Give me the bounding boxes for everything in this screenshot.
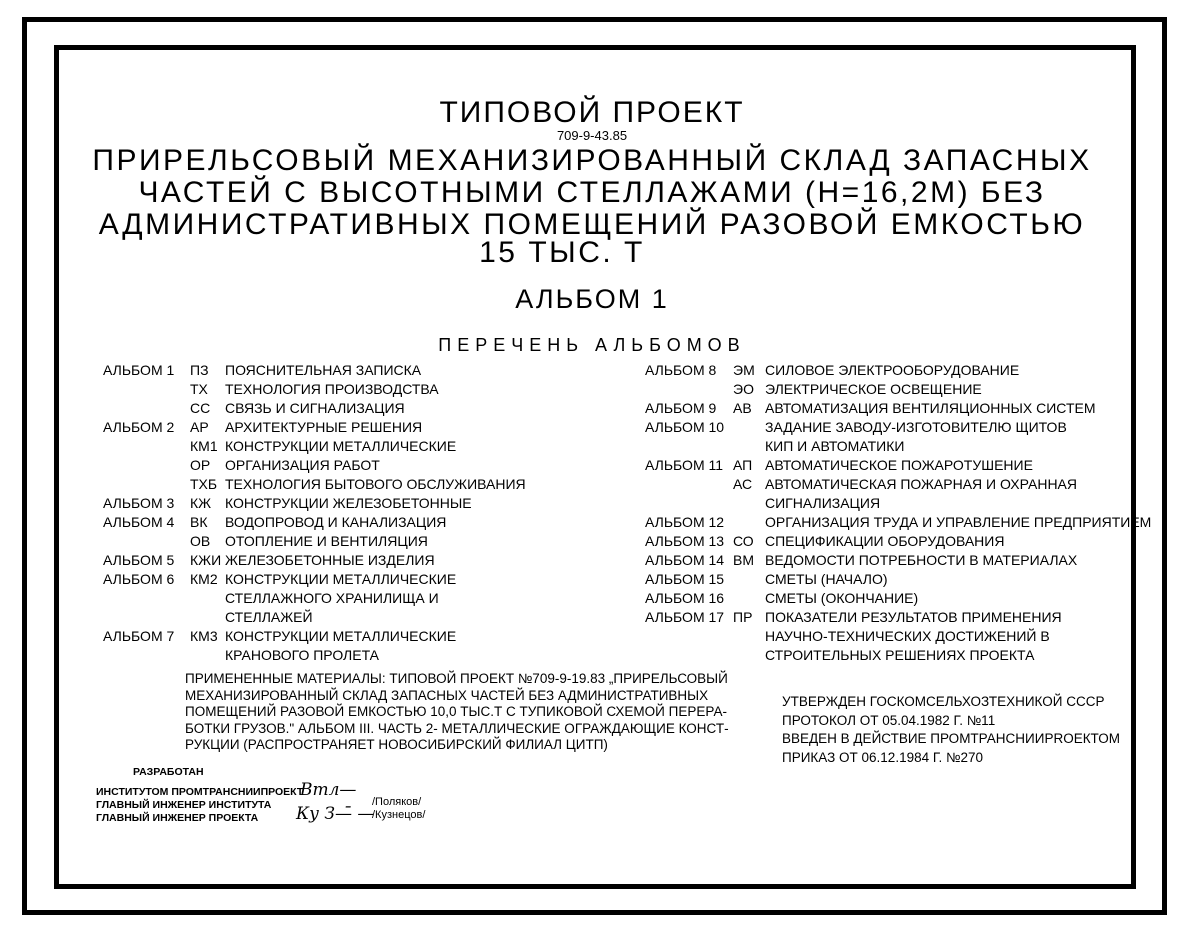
item-text: ТЕХНОЛОГИЯ ПРОИЗВОДСТВА: [225, 381, 439, 397]
item-text: ЗАДАНИЕ ЗАВОДУ-ИЗГОТОВИТЕЛЮ ЩИТОВ: [765, 419, 1067, 435]
signature-kuznetsov: Ку З—̄ —: [296, 804, 375, 824]
applied-materials: [185, 671, 729, 754]
item-code: АР: [190, 419, 209, 435]
item-code: ОР: [190, 457, 211, 473]
developer-line: ГЛАВНЫЙ ИНЖЕНЕР ПРОЕКТА: [96, 812, 259, 824]
item-text: ЖЕЛЕЗОБЕТОННЫЕ ИЗДЕЛИЯ: [225, 552, 435, 568]
type-title: ТИПОВОЙ ПРОЕКТ: [439, 96, 745, 129]
item-code: ПЗ: [190, 362, 209, 378]
item-album: АЛЬБОМ 15: [645, 571, 725, 587]
item-text: ПОЯСНИТЕЛЬНАЯ ЗАПИСКА: [225, 362, 422, 378]
materials-line: ПОМЕЩЕНИЙ РАЗОВОЙ ЕМКОСТЬЮ 10,0 ТЫС.Т С ТУПИКОВОЙ СХЕМОЙ ПЕРЕРА-: [185, 704, 727, 719]
item-text: КОНСТРУКЦИИ МЕТАЛЛИЧЕСКИЕ: [225, 571, 457, 587]
item-code: ТХ: [190, 381, 208, 397]
item-album: АЛЬБОМ 6: [103, 571, 175, 587]
item-text: СИГНАЛИЗАЦИЯ: [765, 495, 881, 511]
item-album: АЛЬБОМ 3: [103, 495, 175, 511]
item-code: АС: [733, 476, 753, 492]
title-line: АДМИНИСТРАТИВНЫХ ПОМЕЩЕНИЙ РАЗОВОЙ ЕМКОСТЬЮ: [98, 208, 1086, 241]
item-text: СТЕЛЛАЖЕЙ: [225, 609, 313, 625]
item-code: КМ3: [190, 628, 218, 644]
item-album: АЛЬБОМ 7: [103, 628, 175, 644]
item-album: АЛЬБОМ 17: [645, 609, 725, 625]
developer-line: ГЛАВНЫЙ ИНЖЕНЕР ИНСТИТУТА: [96, 799, 272, 811]
materials-line: ПРИМЕНЕННЫЕ МАТЕРИАЛЫ: ТИПОВОЙ ПРОЕКТ №709-9-19.83 „ПРИРЕЛЬСОВЫЙ: [185, 671, 728, 686]
project-number: 709-9-43.85: [556, 128, 628, 143]
item-code: СС: [190, 400, 211, 416]
item-album: АЛЬБОМ 10: [645, 419, 725, 435]
item-album: АЛЬБОМ 14: [645, 552, 725, 568]
item-text: ЭЛЕКТРИЧЕСКОЕ ОСВЕЩЕНИЕ: [765, 381, 982, 397]
item-text: КОНСТРУКЦИИ ЖЕЛЕЗОБЕТОННЫЕ: [225, 495, 472, 511]
item-text: ОРГАНИЗАЦИЯ РАБОТ: [225, 457, 380, 473]
item-album: АЛЬБОМ 1: [103, 362, 175, 378]
item-text: КИП И АВТОМАТИКИ: [765, 438, 905, 454]
materials-line: РУКЦИИ (РАСПРОСТРАНЯЕТ НОВОСИБИРСКИЙ ФИЛИАЛ ЦИТП): [185, 737, 608, 752]
item-code: СО: [733, 533, 754, 549]
item-text: ПОКАЗАТЕЛИ РЕЗУЛЬТАТОВ ПРИМЕНЕНИЯ: [765, 609, 1062, 625]
item-album: АЛЬБОМ 11: [645, 457, 724, 473]
approval-line: ПРОТОКОЛ ОТ 05.04.1982 Г. №11: [782, 712, 996, 728]
item-text: СМЕТЫ (ОКОНЧАНИЕ): [765, 590, 919, 606]
item-code: КЖИ: [190, 552, 222, 568]
item-text: СИЛОВОЕ ЭЛЕКТРООБОРУДОВАНИЕ: [765, 362, 1020, 378]
item-album: АЛЬБОМ 16: [645, 590, 725, 606]
name-kuznetsov: /Кузнецов/: [372, 809, 426, 821]
item-text: СПЕЦИФИКАЦИИ ОБОРУДОВАНИЯ: [765, 533, 1005, 549]
item-album: АЛЬБОМ 13: [645, 533, 725, 549]
item-code: КЖ: [190, 495, 212, 511]
item-album: АЛЬБОМ 9: [645, 400, 717, 416]
item-text: АВТОМАТИЗАЦИЯ ВЕНТИЛЯЦИОННЫХ СИСТЕМ: [765, 400, 1096, 416]
item-text: АВТОМАТИЧЕСКОЕ ПОЖАРОТУШЕНИЕ: [765, 457, 1033, 473]
signature-polyakov: Втл—: [300, 780, 357, 800]
materials-line: БОТКИ ГРУЗОВ." АЛЬБОМ III. ЧАСТЬ 2- МЕТАЛЛИЧЕСКИЕ ОГРАЖДАЮЩИЕ КОНСТ-: [185, 720, 729, 736]
item-code: КМ1: [190, 438, 218, 454]
item-album: АЛЬБОМ 2: [103, 419, 175, 435]
item-text: ОРГАНИЗАЦИЯ ТРУДА И УПРАВЛЕНИЕ ПРЕДПРИЯТИЕМ: [765, 514, 1152, 530]
item-code: ВМ: [733, 552, 754, 568]
item-text: АВТОМАТИЧЕСКАЯ ПОЖАРНАЯ И ОХРАННАЯ: [765, 476, 1077, 492]
approval-block: [782, 693, 1120, 767]
approval-line: УТВЕРЖДЕН ГОСКОМСЕЛЬХОЗТЕХНИКОЙ СССР: [782, 694, 1105, 709]
item-text: АРХИТЕКТУРНЫЕ РЕШЕНИЯ: [225, 419, 423, 435]
item-album: АЛЬБОМ 5: [103, 552, 175, 568]
item-text: ВЕДОМОСТИ ПОТРЕБНОСТИ В МАТЕРИАЛАХ: [765, 552, 1078, 568]
item-album: АЛЬБОМ 8: [645, 362, 717, 378]
developer-line: ИНСТИТУТОМ ПРОМТРАНСНИИПРОЕКТ: [96, 786, 304, 798]
name-polyakov: /Поляков/: [372, 796, 422, 808]
item-code: ОВ: [190, 533, 211, 549]
item-text: ВОДОПРОВОД И КАНАЛИЗАЦИЯ: [225, 514, 447, 530]
item-text: КРАНОВОГО ПРОЛЕТА: [225, 647, 380, 663]
album-title: АЛЬБОМ 1: [515, 284, 669, 314]
title-line: ПРИРЕЛЬСОВЫЙ МЕХАНИЗИРОВАННЫЙ СКЛАД ЗАПАСНЫХ: [92, 144, 1092, 177]
item-text: ТЕХНОЛОГИЯ БЫТОВОГО ОБСЛУЖИВАНИЯ: [225, 476, 526, 492]
approval-line: ПРИКАЗ ОТ 06.12.1984 Г. №270: [782, 749, 984, 765]
materials-line: МЕХАНИЗИРОВАННЫЙ СКЛАД ЗАПАСНЫХ ЧАСТЕЙ БЕЗ АДМИНИСТРАТИВНЫХ: [185, 687, 709, 703]
list-heading: ПЕРЕЧЕНЬ АЛЬБОМОВ: [438, 335, 746, 355]
title-line: 15 ТЫС. Т: [479, 236, 645, 269]
item-text: СТРОИТЕЛЬНЫХ РЕШЕНИЯХ ПРОЕКТА: [765, 647, 1035, 663]
item-code: КМ2: [190, 571, 218, 587]
item-album: АЛЬБОМ 12: [645, 514, 725, 530]
developer-names: [372, 796, 425, 822]
item-text: КОНСТРУКЦИИ МЕТАЛЛИЧЕСКИЕ: [225, 438, 457, 454]
item-text: СМЕТЫ (НАЧАЛО): [765, 571, 888, 587]
developer-lines: [96, 786, 303, 825]
item-code: ЭО: [733, 381, 754, 397]
item-text: ОТОПЛЕНИЕ И ВЕНТИЛЯЦИЯ: [225, 533, 428, 549]
item-text: СТЕЛЛАЖНОГО ХРАНИЛИЩА И: [225, 590, 439, 606]
item-code: АВ: [733, 400, 752, 416]
item-code: ПР: [733, 609, 753, 625]
item-code: ЭМ: [733, 362, 755, 378]
item-album: АЛЬБОМ 4: [103, 514, 175, 530]
item-text: КОНСТРУКЦИИ МЕТАЛЛИЧЕСКИЕ: [225, 628, 457, 644]
developer-heading: РАЗРАБОТАН: [133, 766, 204, 778]
item-code: АП: [733, 457, 753, 473]
item-text: СВЯЗЬ И СИГНАЛИЗАЦИЯ: [225, 400, 405, 416]
item-code: ВК: [190, 514, 208, 530]
item-text: НАУЧНО-ТЕХНИЧЕСКИХ ДОСТИЖЕНИЙ В: [765, 628, 1050, 644]
approval-line: ВВЕДЕН В ДЕЙСТВИЕ ПРОМТРАНСНИИPROЕКТОМ: [782, 731, 1120, 746]
item-code: ТХБ: [190, 476, 218, 492]
title-line: ЧАСТЕЙ С ВЫСОТНЫМИ СТЕЛЛАЖАМИ (Н=16,2М) БЕЗ: [138, 176, 1046, 209]
